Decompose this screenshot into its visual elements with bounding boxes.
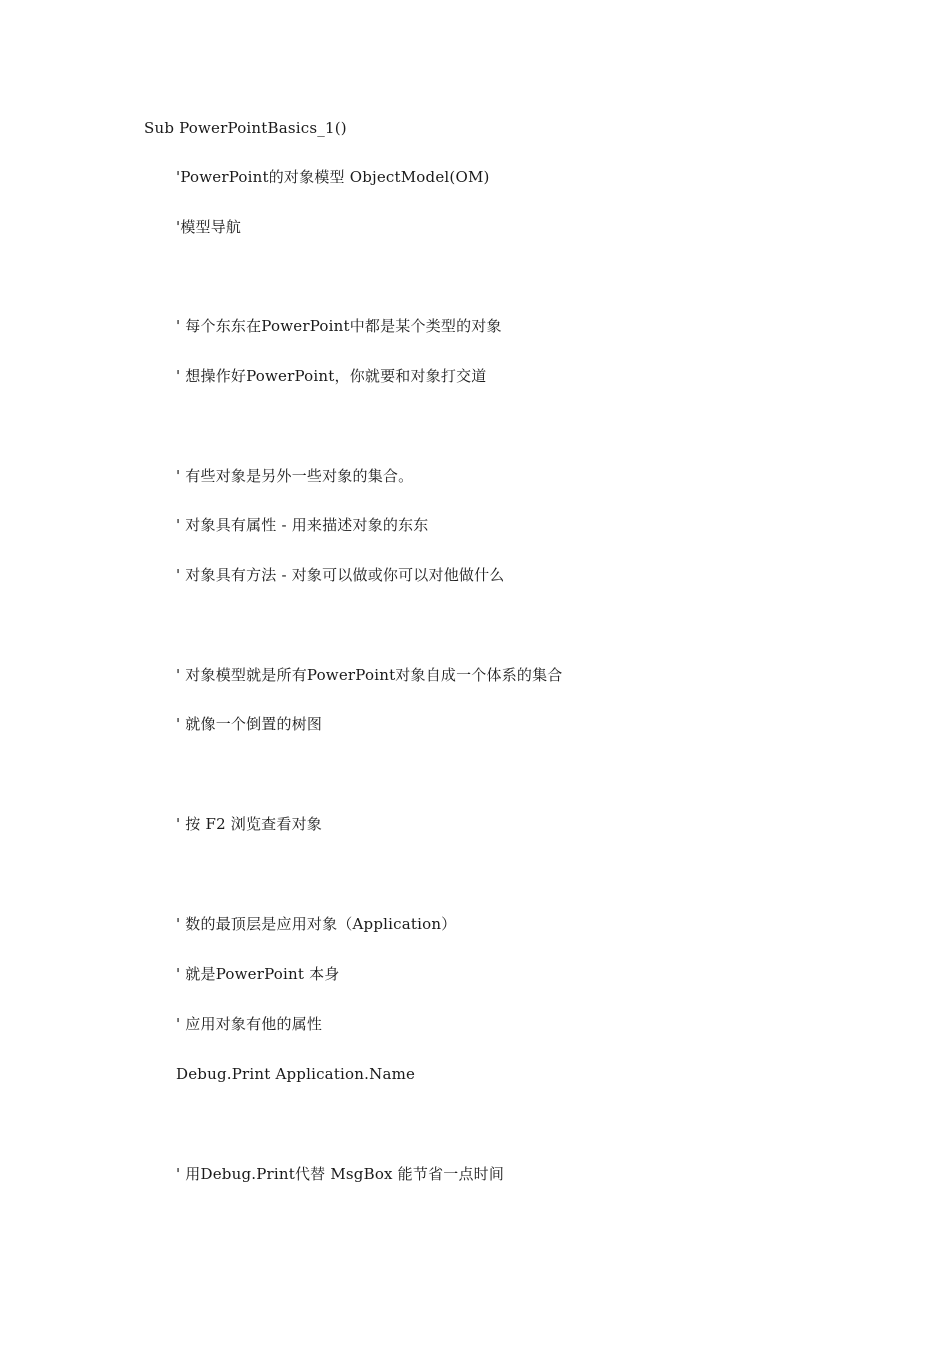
code-line-debug-print: Debug.Print Application.Name bbox=[176, 1065, 416, 1083]
comment-methods: ' 对象具有方法 - 对象可以做或你可以对他做什么 bbox=[176, 566, 505, 584]
comment-application-properties: ' 应用对象有他的属性 bbox=[176, 1015, 323, 1033]
comment-object-model: 'PowerPoint的对象模型 ObjectModel(OM) bbox=[176, 168, 490, 186]
comment-model-navigation: '模型导航 bbox=[176, 218, 242, 236]
comment-collections: ' 有些对象是另外一些对象的集合。 bbox=[176, 467, 414, 485]
comment-application-object: ' 数的最顶层是应用对象（Application） bbox=[176, 915, 457, 933]
comment-powerpoint-itself: ' 就是PowerPoint 本身 bbox=[176, 965, 340, 983]
comment-press-f2: ' 按 F2 浏览查看对象 bbox=[176, 815, 322, 833]
comment-inverted-tree: ' 就像一个倒置的树图 bbox=[176, 715, 323, 733]
comment-deal-with-objects: ' 想操作好PowerPoint，你就要和对象打交道 bbox=[176, 367, 487, 385]
code-line-sub-declaration: Sub PowerPointBasics_1() bbox=[144, 119, 347, 137]
comment-object-model-system: ' 对象模型就是所有PowerPoint对象自成一个体系的集合 bbox=[176, 666, 563, 684]
comment-everything-is-object: ' 每个东东在PowerPoint中都是某个类型的对象 bbox=[176, 317, 502, 335]
comment-debug-print-vs-msgbox: ' 用Debug.Print代替 MsgBox 能节省一点时间 bbox=[176, 1165, 505, 1183]
comment-properties: ' 对象具有属性 - 用来描述对象的东东 bbox=[176, 516, 429, 534]
